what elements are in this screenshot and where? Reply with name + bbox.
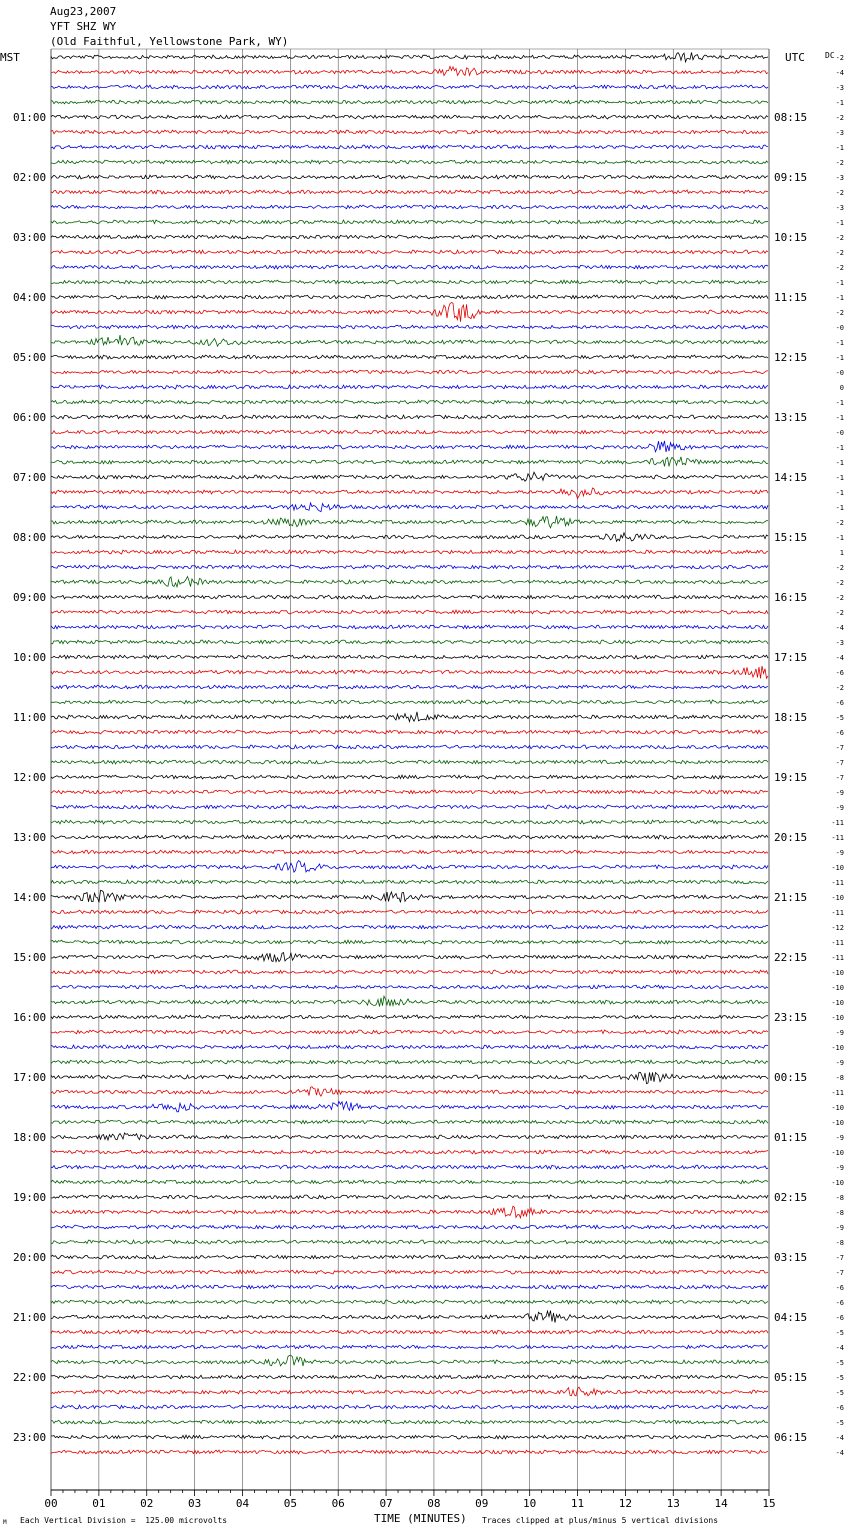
x-tick-label-3: 03	[187, 1497, 202, 1510]
dc-offset-16: -1	[835, 294, 844, 302]
dc-offset-81: -7	[835, 1269, 844, 1277]
trace-row-9	[51, 190, 768, 194]
dc-offset-91: -5	[835, 1419, 844, 1427]
trace-row-90	[51, 1405, 768, 1409]
right-timezone-label: UTC	[785, 51, 805, 64]
trace-row-89	[51, 1387, 768, 1396]
dc-offset-22: 0	[839, 384, 844, 392]
mst-label-16: 17:00	[13, 1071, 47, 1084]
trace-row-43	[51, 700, 768, 704]
trace-row-42	[51, 685, 768, 689]
trace-row-12	[51, 235, 768, 239]
trace-row-76	[51, 1195, 768, 1199]
trace-row-13	[51, 250, 768, 254]
trace-row-27	[51, 457, 768, 467]
dc-offset-44: -5	[835, 714, 844, 722]
x-tick-label-9: 09	[475, 1497, 489, 1510]
dc-offset-75: -10	[831, 1179, 844, 1187]
trace-row-70	[51, 1102, 768, 1112]
mst-label-0: 01:00	[13, 111, 47, 124]
dc-offset-80: -7	[835, 1254, 844, 1262]
utc-label-9: 17:15	[774, 651, 808, 664]
trace-row-1	[51, 66, 768, 75]
mst-label-7: 08:00	[13, 531, 47, 544]
dc-offset-71: -10	[831, 1119, 844, 1127]
dc-offset-19: -1	[835, 339, 844, 347]
utc-label-13: 21:15	[774, 891, 808, 904]
dc-offset-24: -1	[835, 414, 844, 422]
dc-offset-84: -6	[835, 1314, 844, 1322]
mst-label-18: 19:00	[13, 1191, 47, 1204]
dc-offset-64: -10	[831, 1014, 844, 1022]
date-label: Aug23,2007	[50, 5, 117, 18]
dc-offset-68: -8	[835, 1074, 844, 1082]
trace-row-32	[51, 533, 768, 542]
dc-offset-38: -4	[835, 624, 844, 632]
dc-offset-67: -9	[835, 1059, 844, 1067]
dc-offset-50: -9	[835, 804, 844, 812]
mst-label-10: 11:00	[13, 711, 47, 724]
dc-offset-58: -12	[831, 924, 844, 932]
x-tick-label-6: 06	[331, 1497, 345, 1510]
trace-row-11	[51, 220, 768, 224]
dc-offset-14: -2	[835, 264, 844, 272]
trace-row-28	[51, 472, 768, 481]
trace-row-77	[51, 1206, 768, 1218]
dc-offset-53: -9	[835, 849, 844, 857]
mst-label-9: 10:00	[13, 651, 47, 664]
trace-row-72	[51, 1133, 768, 1140]
dc-offset-85: -5	[835, 1329, 844, 1337]
dc-offset-48: -7	[835, 774, 844, 782]
dc-offset-labels	[831, 54, 844, 1457]
dc-offset-54: -10	[831, 864, 844, 872]
dc-offset-20: -1	[835, 354, 844, 362]
dc-offset-55: -11	[831, 879, 844, 887]
mst-label-21: 22:00	[13, 1371, 47, 1384]
dc-offset-23: -1	[835, 399, 844, 407]
trace-row-79	[51, 1240, 768, 1244]
x-tick-label-14: 14	[714, 1497, 728, 1510]
trace-row-10	[51, 205, 768, 209]
utc-label-22: 06:15	[774, 1431, 808, 1444]
x-tick-label-7: 07	[379, 1497, 393, 1510]
dc-offset-56: -10	[831, 894, 844, 902]
mst-label-8: 09:00	[13, 591, 47, 604]
trace-row-87	[51, 1355, 768, 1366]
trace-row-55	[51, 880, 768, 884]
trace-row-23	[51, 400, 768, 404]
trace-row-67	[51, 1060, 768, 1064]
dc-offset-32: -1	[835, 534, 844, 542]
trace-row-14	[51, 265, 768, 269]
mst-label-15: 16:00	[13, 1011, 47, 1024]
trace-row-16	[51, 295, 768, 299]
dc-offset-8: -3	[835, 174, 844, 182]
utc-label-0: 08:15	[774, 111, 808, 124]
trace-row-18	[51, 325, 768, 329]
utc-label-12: 20:15	[774, 831, 808, 844]
dc-offset-26: -1	[835, 444, 844, 452]
x-tick-label-10: 10	[523, 1497, 537, 1510]
mst-label-22: 23:00	[13, 1431, 47, 1444]
utc-label-10: 18:15	[774, 711, 808, 724]
dc-offset-10: -3	[835, 204, 844, 212]
utc-label-18: 02:15	[774, 1191, 808, 1204]
dc-offset-12: -2	[835, 234, 844, 242]
trace-row-71	[51, 1120, 768, 1124]
trace-row-57	[51, 910, 768, 914]
mst-label-20: 21:00	[13, 1311, 47, 1324]
x-axis	[44, 1490, 775, 1510]
dc-offset-2: -3	[835, 84, 844, 92]
dc-offset-59: -11	[831, 939, 844, 947]
dc-offset-78: -9	[835, 1224, 844, 1232]
trace-row-65	[51, 1030, 768, 1034]
trace-row-73	[51, 1150, 768, 1154]
dc-offset-31: -2	[835, 519, 844, 527]
utc-label-20: 04:15	[774, 1311, 808, 1324]
trace-row-4	[51, 115, 768, 119]
dc-offset-77: -8	[835, 1209, 844, 1217]
dc-offset-69: -11	[831, 1089, 844, 1097]
trace-row-17	[51, 303, 768, 322]
dc-offset-45: -6	[835, 729, 844, 737]
dc-offset-30: -1	[835, 504, 844, 512]
trace-row-26	[51, 441, 768, 452]
dc-offset-9: -2	[835, 189, 844, 197]
trace-row-20	[51, 355, 768, 359]
dc-offset-57: -11	[831, 909, 844, 917]
mst-hour-labels	[13, 111, 46, 1444]
trace-row-52	[51, 835, 768, 839]
trace-row-78	[51, 1225, 768, 1229]
x-tick-label-2: 02	[140, 1497, 154, 1510]
trace-row-81	[51, 1270, 768, 1274]
mst-label-19: 20:00	[13, 1251, 47, 1264]
utc-label-1: 09:15	[774, 171, 808, 184]
trace-row-39	[51, 640, 768, 644]
trace-row-44	[51, 712, 768, 722]
left-timezone-label: MST	[0, 51, 20, 64]
dc-offset-4: -2	[835, 114, 844, 122]
dc-offset-33: 1	[839, 549, 844, 557]
trace-row-47	[51, 760, 768, 764]
trace-row-2	[51, 85, 768, 89]
trace-row-93	[51, 1450, 768, 1454]
trace-row-6	[51, 145, 768, 149]
dc-offset-42: -2	[835, 684, 844, 692]
trace-row-22	[51, 385, 768, 389]
dc-offset-35: -2	[835, 579, 844, 587]
trace-row-53	[51, 850, 768, 854]
trace-row-21	[51, 370, 768, 374]
utc-label-11: 19:15	[774, 771, 808, 784]
dc-offset-15: -1	[835, 279, 844, 287]
dc-offset-7: -2	[835, 159, 844, 167]
dc-offset-39: -3	[835, 639, 844, 647]
location-label: (Old Faithful, Yellowstone Park, WY)	[50, 35, 289, 48]
dc-offset-43: -6	[835, 699, 844, 707]
station-label: YFT SHZ WY	[50, 20, 117, 33]
trace-row-84	[51, 1311, 768, 1323]
utc-label-8: 16:15	[774, 591, 808, 604]
dc-offset-17: -2	[835, 309, 844, 317]
dc-offset-46: -7	[835, 744, 844, 752]
dc-offset-88: -5	[835, 1374, 844, 1382]
trace-row-45	[51, 730, 768, 734]
trace-row-61	[51, 970, 768, 974]
trace-row-24	[51, 415, 768, 419]
trace-row-40	[51, 655, 768, 659]
dc-offset-66: -10	[831, 1044, 844, 1052]
dc-offset-18: -0	[835, 324, 844, 332]
x-tick-label-4: 04	[235, 1497, 250, 1510]
mst-label-17: 18:00	[13, 1131, 47, 1144]
x-axis-title: TIME (MINUTES)	[374, 1512, 467, 1525]
dc-offset-37: -2	[835, 609, 844, 617]
trace-row-0	[51, 53, 768, 63]
utc-label-7: 15:15	[774, 531, 808, 544]
mst-label-5: 06:00	[13, 411, 47, 424]
utc-label-4: 12:15	[774, 351, 808, 364]
trace-row-64	[51, 1015, 768, 1019]
utc-label-2: 10:15	[774, 231, 808, 244]
trace-row-54	[51, 861, 768, 872]
trace-row-50	[51, 805, 768, 809]
x-tick-label-8: 08	[427, 1497, 441, 1510]
corner-mark: M	[3, 1519, 7, 1526]
mst-label-13: 14:00	[13, 891, 47, 904]
dc-offset-51: -11	[831, 819, 844, 827]
trace-row-51	[51, 820, 768, 824]
utc-label-5: 13:15	[774, 411, 808, 424]
trace-row-68	[51, 1072, 768, 1083]
mst-label-1: 02:00	[13, 171, 47, 184]
dc-offset-49: -9	[835, 789, 844, 797]
dc-offset-5: -3	[835, 129, 844, 137]
clip-note: Traces clipped at plus/minus 5 vertical divisions	[482, 1516, 719, 1525]
dc-offset-60: -11	[831, 954, 844, 962]
trace-row-74	[51, 1165, 768, 1169]
dc-offset-83: -6	[835, 1299, 844, 1307]
utc-label-3: 11:15	[774, 291, 808, 304]
dc-offset-40: -4	[835, 654, 844, 662]
utc-label-19: 03:15	[774, 1251, 808, 1264]
mst-label-3: 04:00	[13, 291, 47, 304]
trace-row-15	[51, 280, 768, 284]
trace-row-88	[51, 1375, 768, 1379]
mst-label-12: 13:00	[13, 831, 47, 844]
trace-row-91	[51, 1420, 768, 1424]
trace-row-46	[51, 745, 768, 749]
utc-label-6: 14:15	[774, 471, 808, 484]
trace-row-60	[51, 953, 768, 962]
trace-row-30	[51, 503, 768, 512]
mst-label-14: 15:00	[13, 951, 47, 964]
trace-row-33	[51, 550, 768, 554]
utc-label-15: 23:15	[774, 1011, 808, 1024]
dc-offset-52: -11	[831, 834, 844, 842]
utc-label-21: 05:15	[774, 1371, 808, 1384]
x-tick-label-5: 05	[283, 1497, 297, 1510]
trace-row-58	[51, 925, 768, 929]
dc-offset-27: -1	[835, 459, 844, 467]
trace-row-7	[51, 160, 768, 164]
mst-label-4: 05:00	[13, 351, 47, 364]
dc-offset-89: -5	[835, 1389, 844, 1397]
trace-row-41	[51, 666, 768, 679]
dc-offset-6: -1	[835, 144, 844, 152]
trace-row-35	[51, 577, 768, 587]
x-tick-label-1: 01	[92, 1497, 106, 1510]
trace-row-86	[51, 1345, 768, 1349]
dc-offset-82: -6	[835, 1284, 844, 1292]
trace-row-56	[51, 890, 768, 902]
x-tick-label-0: 00	[44, 1497, 58, 1510]
dc-offset-73: -10	[831, 1149, 844, 1157]
mst-label-11: 12:00	[13, 771, 47, 784]
trace-row-75	[51, 1180, 768, 1184]
dc-offset-62: -10	[831, 984, 844, 992]
dc-offset-61: -10	[831, 969, 844, 977]
x-tick-label-11: 11	[570, 1497, 585, 1510]
trace-row-34	[51, 565, 768, 569]
seismic-traces	[51, 53, 768, 1454]
trace-row-37	[51, 610, 768, 614]
dc-offset-34: -2	[835, 564, 844, 572]
dc-offset-21: -0	[835, 369, 844, 377]
trace-row-48	[51, 775, 768, 779]
dc-header-label: DC	[825, 51, 835, 60]
dc-offset-74: -9	[835, 1164, 844, 1172]
scale-note: Each Vertical Division = 125.00 microvolts	[20, 1516, 228, 1525]
dc-offset-90: -6	[835, 1404, 844, 1412]
utc-label-16: 00:15	[774, 1071, 808, 1084]
trace-row-62	[51, 985, 768, 989]
dc-offset-28: -1	[835, 474, 844, 482]
dc-offset-36: -2	[835, 594, 844, 602]
utc-label-17: 01:15	[774, 1131, 808, 1144]
x-tick-label-12: 12	[618, 1497, 633, 1510]
dc-offset-79: -8	[835, 1239, 844, 1247]
dc-offset-3: -1	[835, 99, 844, 107]
dc-offset-29: -1	[835, 489, 844, 497]
dc-offset-65: -9	[835, 1029, 844, 1037]
trace-row-66	[51, 1045, 768, 1049]
trace-row-25	[51, 430, 768, 434]
dc-offset-41: -6	[835, 669, 844, 677]
trace-row-19	[51, 335, 768, 346]
trace-row-80	[51, 1255, 768, 1259]
trace-row-8	[51, 175, 768, 179]
dc-offset-87: -5	[835, 1359, 844, 1367]
x-tick-label-13: 13	[666, 1497, 680, 1510]
dc-offset-76: -8	[835, 1194, 844, 1202]
dc-offset-47: -7	[835, 759, 844, 767]
dc-offset-63: -10	[831, 999, 844, 1007]
utc-label-14: 22:15	[774, 951, 808, 964]
dc-offset-70: -10	[831, 1104, 844, 1112]
trace-row-85	[51, 1330, 768, 1334]
x-tick-label-15: 15	[762, 1497, 776, 1510]
dc-offset-25: -0	[835, 429, 844, 437]
dc-offset-0: -2	[835, 54, 844, 62]
dc-offset-72: -9	[835, 1134, 844, 1142]
utc-hour-labels	[774, 111, 807, 1444]
trace-row-31	[51, 516, 768, 528]
mst-label-6: 07:00	[13, 471, 47, 484]
trace-row-5	[51, 130, 768, 134]
trace-row-69	[51, 1087, 768, 1097]
trace-row-83	[51, 1300, 768, 1304]
trace-row-82	[51, 1285, 768, 1289]
trace-row-92	[51, 1435, 768, 1439]
dc-offset-86: -4	[835, 1344, 844, 1352]
trace-row-63	[51, 996, 768, 1006]
mst-label-2: 03:00	[13, 231, 47, 244]
trace-row-59	[51, 940, 768, 944]
trace-row-36	[51, 595, 768, 599]
dc-offset-13: -2	[835, 249, 844, 257]
trace-row-3	[51, 100, 768, 104]
trace-row-38	[51, 625, 768, 629]
dc-offset-93: -4	[835, 1449, 844, 1457]
dc-offset-1: -4	[835, 69, 844, 77]
dc-offset-92: -4	[835, 1434, 844, 1442]
trace-row-49	[51, 790, 768, 794]
trace-row-29	[51, 488, 768, 499]
dc-offset-11: -1	[835, 219, 844, 227]
